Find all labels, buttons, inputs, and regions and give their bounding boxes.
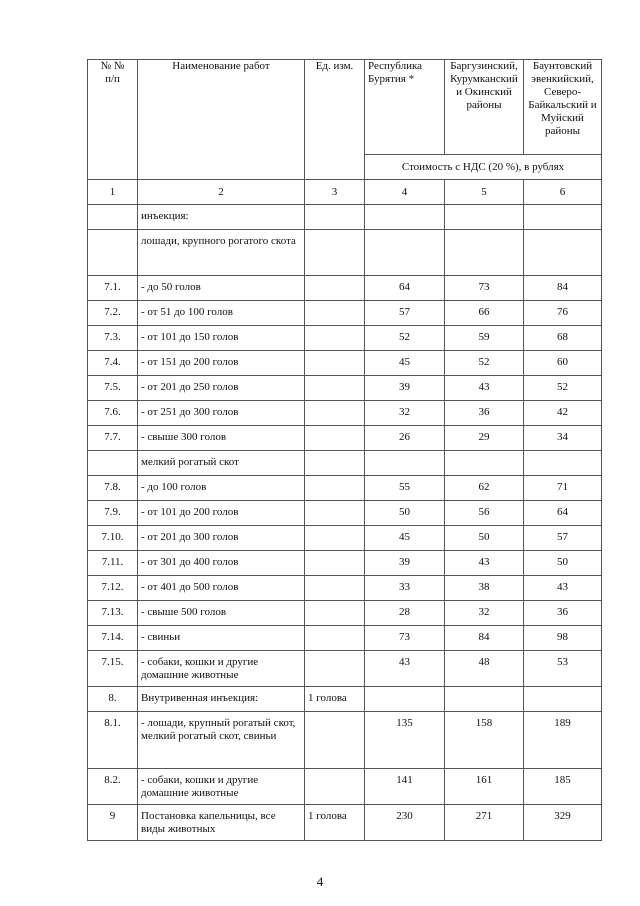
row-unit [305, 301, 365, 326]
row-value-col6: 43 [524, 576, 602, 601]
table-row [88, 426, 602, 451]
row-number: 7.4. [88, 351, 138, 376]
row-value-col5 [445, 687, 524, 712]
row-name: Постановка капельницы, все виды животных [138, 805, 305, 841]
row-unit [305, 451, 365, 476]
row-value-col5: 158 [445, 712, 524, 769]
row-value-col4: 52 [365, 326, 445, 351]
header-cost: Стоимость с НДС (20 %), в рублях [365, 155, 602, 180]
row-value-col6: 329 [524, 805, 602, 841]
table-row [88, 712, 602, 769]
row-value-col4: 33 [365, 576, 445, 601]
row-name: - собаки, кошки и другие домашние животные [138, 769, 305, 805]
row-value-col6: 57 [524, 526, 602, 551]
row-unit [305, 401, 365, 426]
row-value-col5: 43 [445, 551, 524, 576]
row-value-col5: 43 [445, 376, 524, 401]
row-value-col5: 48 [445, 651, 524, 687]
row-name: - от 251 до 300 голов [138, 401, 305, 426]
table-row [88, 501, 602, 526]
row-number: 7.1. [88, 276, 138, 301]
row-unit: 1 голова [305, 687, 365, 712]
row-value-col6: 53 [524, 651, 602, 687]
row-value-col6 [524, 230, 602, 276]
row-value-col6 [524, 205, 602, 230]
table-row [88, 476, 602, 501]
row-unit [305, 526, 365, 551]
header-col6: Баунтовский эвенкийский, Северо-Байкальский и Муйский районы [524, 60, 602, 155]
row-unit [305, 601, 365, 626]
row-value-col4: 57 [365, 301, 445, 326]
row-number: 7.12. [88, 576, 138, 601]
row-number: 7.15. [88, 651, 138, 687]
row-value-col5: 62 [445, 476, 524, 501]
row-value-col5: 84 [445, 626, 524, 651]
row-value-col6: 68 [524, 326, 602, 351]
row-value-col4 [365, 451, 445, 476]
index-cell: 3 [305, 180, 365, 205]
row-value-col5: 73 [445, 276, 524, 301]
row-value-col5: 56 [445, 501, 524, 526]
row-value-col5: 52 [445, 351, 524, 376]
table-row [88, 576, 602, 601]
row-number: 8. [88, 687, 138, 712]
row-name: - свыше 300 голов [138, 426, 305, 451]
row-value-col5: 32 [445, 601, 524, 626]
table-row [88, 401, 602, 426]
row-value-col6: 42 [524, 401, 602, 426]
row-value-col5 [445, 230, 524, 276]
row-name: - от 101 до 150 голов [138, 326, 305, 351]
row-unit [305, 276, 365, 301]
row-name: лошади, крупного рогатого скота [138, 230, 305, 276]
row-number: 7.6. [88, 401, 138, 426]
row-value-col5: 271 [445, 805, 524, 841]
table-row [88, 376, 602, 401]
row-value-col4 [365, 687, 445, 712]
row-value-col4: 32 [365, 401, 445, 426]
row-number: 7.9. [88, 501, 138, 526]
row-unit [305, 376, 365, 401]
row-number: 8.2. [88, 769, 138, 805]
header-row [88, 60, 602, 155]
row-number [88, 451, 138, 476]
row-value-col4: 39 [365, 376, 445, 401]
index-cell: 4 [365, 180, 445, 205]
table-row [88, 351, 602, 376]
row-value-col5: 161 [445, 769, 524, 805]
table-row [88, 651, 602, 687]
index-cell: 6 [524, 180, 602, 205]
row-value-col4: 73 [365, 626, 445, 651]
table-row [88, 626, 602, 651]
row-value-col4: 26 [365, 426, 445, 451]
table-row [88, 526, 602, 551]
row-value-col6: 34 [524, 426, 602, 451]
row-unit [305, 426, 365, 451]
row-value-col5 [445, 451, 524, 476]
row-number: 7.10. [88, 526, 138, 551]
row-value-col6: 50 [524, 551, 602, 576]
row-value-col5 [445, 205, 524, 230]
row-number [88, 230, 138, 276]
row-name: - до 100 голов [138, 476, 305, 501]
row-number: 7.11. [88, 551, 138, 576]
row-number: 8.1. [88, 712, 138, 769]
row-number: 7.2. [88, 301, 138, 326]
row-value-col6: 185 [524, 769, 602, 805]
page-number: 4 [316, 874, 324, 889]
header-unit: Ед. изм. [305, 60, 365, 180]
table-row [88, 230, 602, 276]
row-value-col4: 45 [365, 526, 445, 551]
row-unit: 1 голова [305, 805, 365, 841]
row-value-col6: 189 [524, 712, 602, 769]
row-unit [305, 476, 365, 501]
table-row [88, 687, 602, 712]
row-value-col6: 98 [524, 626, 602, 651]
row-unit [305, 205, 365, 230]
row-value-col4: 230 [365, 805, 445, 841]
header-num: № № п/п [88, 60, 138, 180]
index-cell: 2 [138, 180, 305, 205]
row-value-col4: 135 [365, 712, 445, 769]
header-name: Наименование работ [138, 60, 305, 180]
row-name: - от 401 до 500 голов [138, 576, 305, 601]
header-col5: Баргузинский, Курумканский и Окинский районы [445, 60, 524, 155]
row-name: - лошади, крупный рогатый скот, мелкий рогатый скот, свиньи [138, 712, 305, 769]
row-unit [305, 712, 365, 769]
row-name: инъекция: [138, 205, 305, 230]
index-cell: 5 [445, 180, 524, 205]
row-number: 7.7. [88, 426, 138, 451]
row-number [88, 205, 138, 230]
table-row [88, 551, 602, 576]
row-name: Внутривенная инъекция: [138, 687, 305, 712]
row-value-col5: 59 [445, 326, 524, 351]
row-value-col6: 71 [524, 476, 602, 501]
row-name: - свыше 500 голов [138, 601, 305, 626]
row-value-col6: 36 [524, 601, 602, 626]
row-name: мелкий рогатый скот [138, 451, 305, 476]
table-row [88, 301, 602, 326]
row-value-col4 [365, 230, 445, 276]
row-value-col4: 45 [365, 351, 445, 376]
table-row [88, 769, 602, 805]
row-unit [305, 326, 365, 351]
row-unit [305, 551, 365, 576]
row-name: - от 51 до 100 голов [138, 301, 305, 326]
row-value-col6: 76 [524, 301, 602, 326]
row-value-col5: 36 [445, 401, 524, 426]
row-unit [305, 230, 365, 276]
row-number: 7.3. [88, 326, 138, 351]
row-value-col6: 60 [524, 351, 602, 376]
row-value-col6: 52 [524, 376, 602, 401]
row-unit [305, 351, 365, 376]
row-number: 7.14. [88, 626, 138, 651]
header-col4: Республика Бурятия * [365, 60, 445, 155]
table-row [88, 326, 602, 351]
row-value-col6 [524, 687, 602, 712]
index-cell: 1 [88, 180, 138, 205]
row-number: 7.13. [88, 601, 138, 626]
row-value-col4: 64 [365, 276, 445, 301]
table-row [88, 205, 602, 230]
row-name: - от 101 до 200 голов [138, 501, 305, 526]
row-name: - до 50 голов [138, 276, 305, 301]
row-value-col4 [365, 205, 445, 230]
table-row [88, 805, 602, 841]
price-table [87, 59, 602, 841]
row-name: - свиньи [138, 626, 305, 651]
table-row [88, 601, 602, 626]
row-number: 7.5. [88, 376, 138, 401]
row-unit [305, 576, 365, 601]
row-name: - от 151 до 200 голов [138, 351, 305, 376]
row-value-col4: 39 [365, 551, 445, 576]
row-value-col6 [524, 451, 602, 476]
row-value-col5: 29 [445, 426, 524, 451]
row-value-col5: 38 [445, 576, 524, 601]
row-name: - собаки, кошки и другие домашние животные [138, 651, 305, 687]
row-number: 7.8. [88, 476, 138, 501]
row-name: - от 201 до 250 голов [138, 376, 305, 401]
row-number: 9 [88, 805, 138, 841]
row-value-col6: 64 [524, 501, 602, 526]
row-value-col4: 55 [365, 476, 445, 501]
row-unit [305, 769, 365, 805]
row-unit [305, 651, 365, 687]
row-value-col4: 141 [365, 769, 445, 805]
row-value-col5: 66 [445, 301, 524, 326]
row-value-col6: 84 [524, 276, 602, 301]
row-value-col4: 43 [365, 651, 445, 687]
index-row [88, 180, 602, 205]
row-name: - от 301 до 400 голов [138, 551, 305, 576]
row-value-col4: 50 [365, 501, 445, 526]
row-unit [305, 626, 365, 651]
row-name: - от 201 до 300 голов [138, 526, 305, 551]
row-unit [305, 501, 365, 526]
table-row [88, 276, 602, 301]
row-value-col5: 50 [445, 526, 524, 551]
table-row [88, 451, 602, 476]
row-value-col4: 28 [365, 601, 445, 626]
